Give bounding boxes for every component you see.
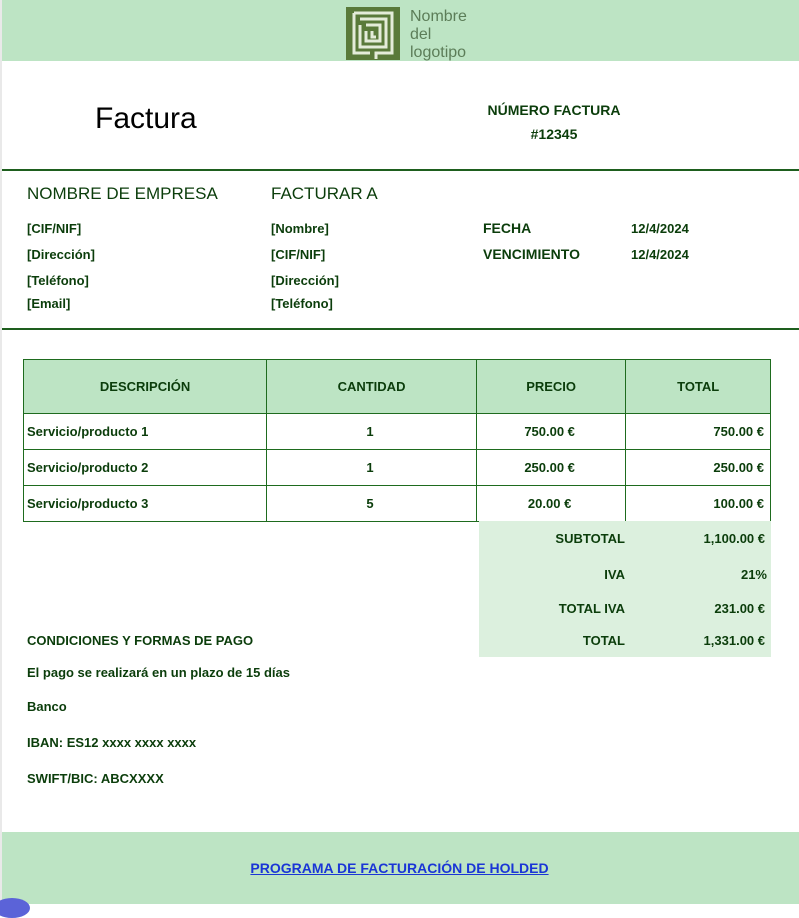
payment-term: El pago se realizará en un plazo de 15 días — [27, 665, 290, 680]
grand-total-row — [479, 633, 771, 653]
logo-maze-icon — [346, 7, 400, 60]
invoice-title: Factura — [95, 102, 197, 135]
iva-value: 21% — [740, 567, 767, 582]
total-iva-value: 231.00 € — [714, 601, 765, 616]
table-row — [24, 450, 771, 486]
divider-top — [2, 169, 799, 171]
company-address: [Dirección] — [27, 247, 95, 262]
table-header-row — [24, 360, 771, 414]
page-left-border — [0, 0, 2, 904]
column-header-description: DESCRIPCIÓN — [24, 360, 267, 414]
column-header-quantity: CANTIDAD — [267, 360, 477, 414]
row-description: Servicio/producto 2 — [24, 450, 267, 486]
row-price: 250.00 € — [476, 450, 625, 486]
column-header-total: TOTAL — [626, 360, 771, 414]
bill-to-address: [Dirección] — [271, 273, 339, 288]
totals-box — [479, 521, 771, 657]
due-date-label: VENCIMIENTO — [483, 246, 580, 262]
payment-swift: SWIFT/BIC: ABCXXXX — [27, 771, 164, 786]
row-total: 100.00 € — [626, 486, 771, 522]
company-email: [Email] — [27, 296, 71, 311]
total-iva-label: TOTAL IVA — [558, 601, 625, 616]
divider-middle — [2, 328, 799, 330]
row-quantity: 5 — [267, 486, 477, 522]
date-label: FECHA — [483, 220, 532, 236]
items-table — [23, 359, 771, 522]
payment-iban: IBAN: ES12 xxxx xxxx xxxx — [27, 735, 197, 750]
row-quantity: 1 — [267, 450, 477, 486]
row-price: 20.00 € — [476, 486, 625, 522]
total-iva-row — [479, 601, 771, 621]
subtotal-label: SUBTOTAL — [555, 531, 625, 546]
logo-text — [410, 8, 467, 62]
due-date-value: 12/4/2024 — [631, 247, 689, 262]
holded-link[interactable]: PROGRAMA DE FACTURACIÓN DE HOLDED — [250, 860, 549, 876]
row-total: 250.00 € — [626, 450, 771, 486]
subtotal-row — [479, 531, 771, 551]
bill-to-cif: [CIF/NIF] — [271, 247, 326, 262]
corner-circle — [0, 898, 30, 918]
company-phone: [Teléfono] — [27, 273, 89, 288]
payment-bank: Banco — [27, 699, 67, 714]
row-price: 750.00 € — [476, 414, 625, 450]
header-band — [2, 0, 799, 61]
company-heading: NOMBRE DE EMPRESA — [27, 184, 218, 203]
subtotal-value: 1,100.00 € — [703, 531, 765, 546]
bill-to-heading: FACTURAR A — [271, 184, 378, 203]
payment-heading: CONDICIONES Y FORMAS DE PAGO — [27, 633, 254, 648]
table-row — [24, 486, 771, 522]
iva-label: IVA — [604, 567, 625, 582]
grand-total-value: 1,331.00 € — [703, 633, 765, 648]
invoice-number: #12345 — [530, 126, 578, 142]
company-cif: [CIF/NIF] — [27, 221, 82, 236]
row-quantity: 1 — [267, 414, 477, 450]
invoice-number-label: NÚMERO FACTURA — [487, 102, 621, 118]
logo-line-1: Nombre — [410, 8, 467, 25]
grand-total-label: TOTAL — [582, 633, 625, 648]
row-total: 750.00 € — [626, 414, 771, 450]
row-description: Servicio/producto 3 — [24, 486, 267, 522]
logo-line-3: logotipo — [410, 44, 467, 61]
row-description: Servicio/producto 1 — [24, 414, 267, 450]
date-value: 12/4/2024 — [631, 221, 689, 236]
bill-to-phone: [Teléfono] — [271, 296, 333, 311]
bill-to-name: [Nombre] — [271, 221, 329, 236]
logo-line-2: del — [410, 26, 432, 43]
table-row — [24, 414, 771, 450]
column-header-price: PRECIO — [476, 360, 625, 414]
iva-row — [479, 567, 771, 587]
